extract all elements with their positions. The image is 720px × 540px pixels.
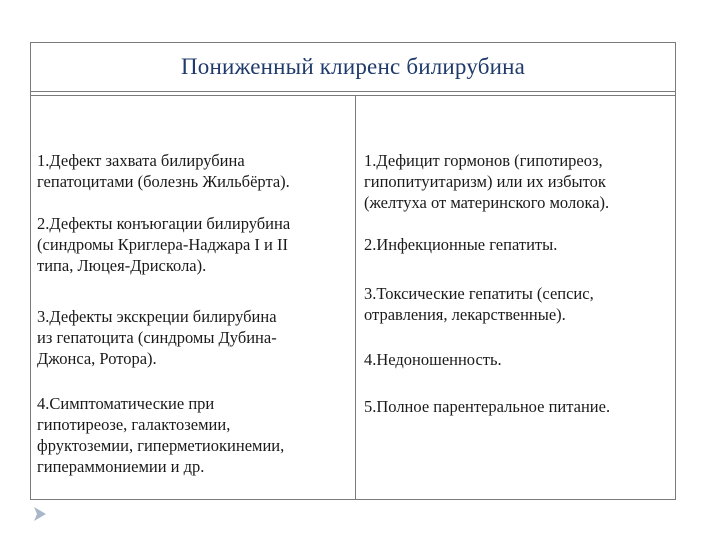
right-item-3-line-1: 3.Токсические гепатиты (сепсис,: [364, 284, 594, 303]
left-item-3: [37, 306, 351, 369]
right-item-2-line-1: 2.Инфекционные гепатиты.: [364, 235, 558, 254]
bilirubin-table: [30, 42, 676, 500]
left-item-2: [37, 213, 351, 276]
left-item-2-line-3: типа, Люцея-Дрискола).: [37, 256, 207, 275]
left-item-2-line-1: 2.Дефекты конъюгации билирубина: [37, 214, 291, 233]
left-item-1-line-2: гепатоцитами (болезнь Жильбёрта).: [37, 172, 290, 191]
left-item-4-line-4: гипераммониемии и др.: [37, 457, 205, 476]
left-item-4-line-3: фруктоземии, гиперметиокинемии,: [37, 436, 285, 455]
left-item-4: [37, 393, 351, 477]
left-item-4-line-2: гипотиреозе, галактоземии,: [37, 415, 231, 434]
right-item-3: [364, 283, 671, 325]
left-item-3-line-2: из гепатоцита (синдромы Дубина-: [37, 328, 277, 347]
right-item-5: [364, 396, 671, 417]
right-item-1: [364, 150, 671, 213]
right-item-1-line-2: гипопитуитаризм) или их избыток: [364, 172, 606, 191]
right-item-5-line-1: 5.Полное парентеральное питание.: [364, 397, 611, 416]
left-item-3-line-1: 3.Дефекты экскреции билирубина: [37, 307, 277, 326]
table-title: Пониженный клиренс билирубина: [180, 54, 526, 79]
right-item-2: [364, 234, 671, 255]
title-row: [31, 43, 675, 92]
left-item-3-line-3: Джонса, Ротора).: [37, 349, 157, 368]
left-item-2-line-2: (синдромы Криглера-Наджара I и II: [37, 235, 288, 254]
left-item-1-line-1: 1.Дефект захвата билирубина: [37, 151, 245, 170]
right-item-4: [364, 349, 671, 370]
right-item-1-line-1: 1.Дефицит гормонов (гипотиреоз,: [364, 151, 603, 170]
left-item-4-line-1: 4.Симптоматические при: [37, 394, 215, 413]
left-column: [31, 96, 355, 499]
right-item-3-line-2: отравления, лекарственные).: [364, 305, 566, 324]
right-column: [355, 96, 675, 499]
left-item-1: [37, 150, 351, 192]
arrow-icon[interactable]: [33, 506, 47, 522]
right-item-1-line-3: (желтуха от материнского молока).: [364, 193, 610, 212]
right-item-4-line-1: 4.Недоношенность.: [364, 350, 502, 369]
